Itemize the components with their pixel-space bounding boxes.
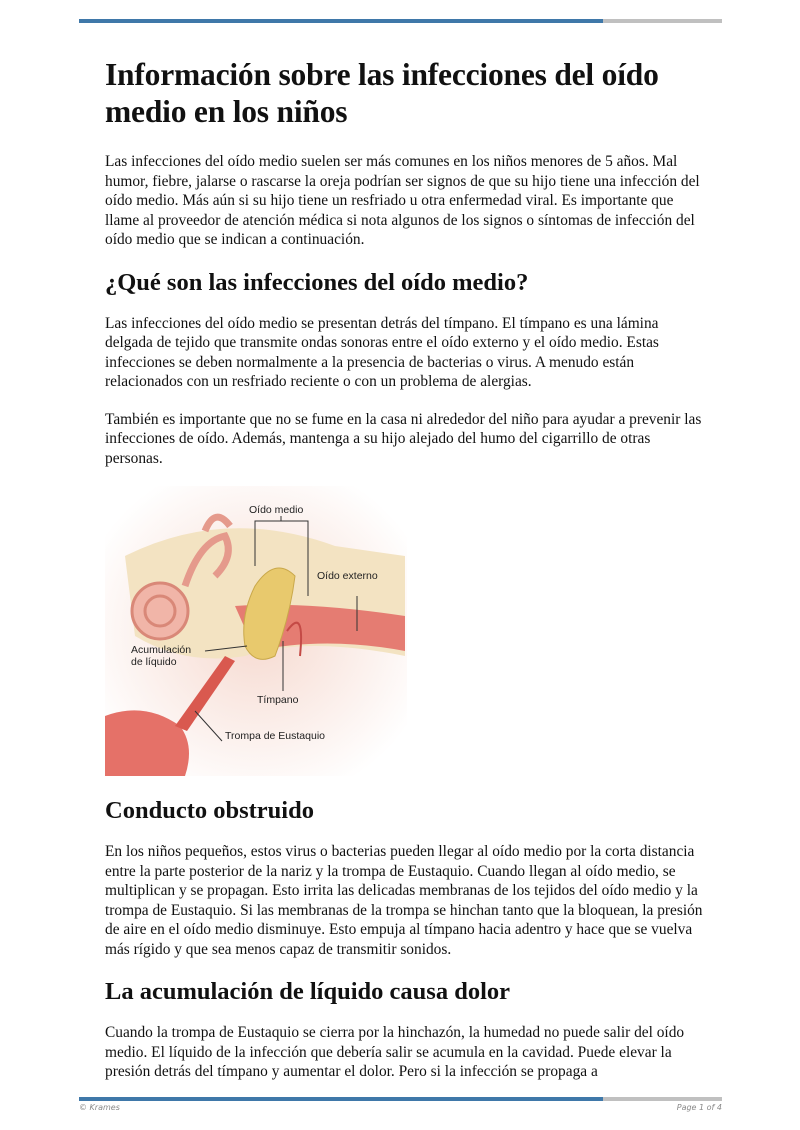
copyright-text: © Krames — [79, 1103, 120, 1112]
ear-diagram-figure — [105, 486, 407, 776]
footer-progress-fill — [79, 1097, 603, 1101]
header-progress-bar — [79, 19, 722, 23]
section-paragraph: Cuando la trompa de Eustaquio se cierra por la hinchazón, la humedad no puede salir del oído medio. El líquido de la infección que debería salir se acumula en la cavidad. Puede elevar la presión detrás del tímpano y aumentar el dolor. Pero si la infección se propaga a — [105, 1024, 685, 1080]
document-body — [105, 56, 705, 1100]
cochlea — [132, 583, 188, 639]
section-paragraph: Las infecciones del oído medio se presentan detrás del tímpano. El tímpano es una lámina delgada de tejido que transmite ondas sonoras entre el oído externo y el oído medio. Estas infecciones se deben normalmente a la presencia de bacterias o virus. A menudo están relacionados con un resfriado reciente o con un problema de alergias. — [105, 314, 659, 390]
label-outer-ear: Oído externo — [317, 570, 378, 582]
page-number: Page 1 of 4 — [676, 1103, 722, 1112]
section-paragraph: En los niños pequeños, estos virus o bacterias pueden llegar al oído medio por la corta distancia entre la parte posterior de la nariz y la trompa de Eustaquio. Cuando llegan al oído medio, se multiplican y se propagan. Esto irrita las delicadas membranas de los tejidos del oído medio y la trompa de Eustaquio. Si las membranas de la trompa se hinchan tanto que la bloquean, la presión de aire en el oído medio disminuye. Esto empuja al tímpano hacia adentro y hace que se vuelva más rígido y que sea menos capaz de transmitir sonidos. — [105, 843, 703, 958]
section-heading: La acumulación de líquido causa dolor — [105, 978, 511, 1005]
label-fluid-line1: Acumulación — [131, 644, 192, 656]
header-progress-fill — [79, 19, 603, 23]
section-heading: Conducto obstruido — [105, 797, 314, 824]
label-eardrum: Tímpano — [257, 694, 299, 706]
page-footer — [79, 1103, 722, 1112]
label-middle-ear: Oído medio — [249, 504, 304, 516]
document-title: Información sobre las infecciones del oído medio en los niños — [105, 57, 659, 129]
intro-paragraph: Las infecciones del oído medio suelen ser más comunes en los niños menores de 5 años. Mal humor, fiebre, jalarse o rascarse la oreja podrían ser signos de que su hijo tiene una infección del oído medio. Más aún si su hijo tiene un resfriado u otra enfermedad viral. Es importante que llame al proveedor de atención médica si nota algunos de los signos o síntomas de infección del oído medio que se indican a continuación. — [105, 153, 700, 248]
section-heading: ¿Qué son las infecciones del oído medio? — [105, 268, 529, 296]
label-eustachian-tube: Trompa de Eustaquio — [225, 730, 326, 742]
section-paragraph: También es importante que no se fume en la casa ni alrededor del niño para ayudar a prevenir las infecciones de oído. Además, mantenga a su hijo alejado del humo del cigarrillo de otras personas. — [105, 410, 702, 467]
footer-progress-bar — [79, 1097, 722, 1101]
label-fluid-line2: de líquido — [131, 656, 177, 668]
